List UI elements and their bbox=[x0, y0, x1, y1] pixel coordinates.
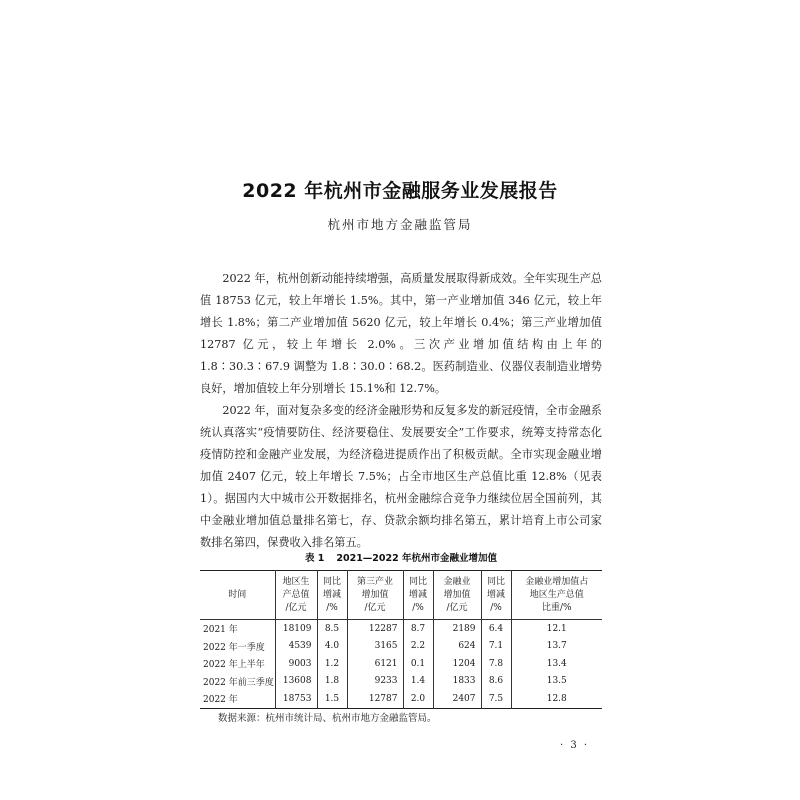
table-cell: 12787 bbox=[347, 690, 403, 708]
table-cell: 2.0 bbox=[403, 690, 433, 708]
table-cell: 3165 bbox=[347, 638, 403, 656]
table-cell: 2022 年上半年 bbox=[200, 655, 275, 673]
page-number: · 3 · bbox=[560, 740, 590, 751]
table-cell: 18109 bbox=[275, 620, 317, 638]
table-header-row bbox=[200, 571, 602, 620]
table-caption bbox=[200, 550, 602, 564]
source-note: 数据来源：杭州市统计局、杭州市地方金融监管局。 bbox=[218, 713, 437, 724]
table-caption-number: 表 1 bbox=[304, 553, 325, 564]
table-header-cell: 同比 增减 /% bbox=[317, 571, 347, 620]
table-cell: 1.2 bbox=[317, 655, 347, 673]
data-table bbox=[200, 570, 602, 709]
author-line: 杭州市地方金融监管局 bbox=[327, 217, 473, 232]
table-header-cell: 同比 增减 /% bbox=[481, 571, 511, 620]
table-cell: 1.8 bbox=[317, 673, 347, 691]
table-row bbox=[200, 655, 602, 673]
paragraph-1: 2022 年，杭州创新动能持续增强，高质量发展取得新成效。全年实现生产总值 18753 亿元，较上年增长 1.5%。其中，第一产业增加值 346 亿元，较上年增长 1.8%；第二产业增加值 5620 亿元，较上年增长 0.4%；第三产业增加值 12787 亿元，较上年增长 2.0%。三次产业增加值结构由上年的 1.8∶30.3∶67.9 调整为 1.8∶30.0∶68.2。医药制造业、仪器仪表制造业增势良好，增加值较上年分别增长 15.1%和 12.7%。 bbox=[200, 272, 602, 395]
table-cell: 8.7 bbox=[403, 620, 433, 638]
table-cell: 13.5 bbox=[511, 673, 602, 691]
table-header-cell: 地区生 产总值 /亿元 bbox=[275, 571, 317, 620]
table-cell: 6121 bbox=[347, 655, 403, 673]
table-cell: 2022 年 bbox=[200, 690, 275, 708]
table-cell: 12.8 bbox=[511, 690, 602, 708]
table-cell: 2189 bbox=[433, 620, 481, 638]
table-cell: 4.0 bbox=[317, 638, 347, 656]
table-cell: 2022 年前三季度 bbox=[200, 673, 275, 691]
paragraph-2: 2022 年，面对复杂多变的经济金融形势和反复多发的新冠疫情，全市金融系统认真落实“疫情要防住、经济要稳住、发展要安全”工作要求，统筹支持常态化疫情防控和金融产业发展，为经济稳进提质作出了积极贡献。全市实现金融业增加值 2407 亿元，较上年增长 7.5%；占全市地区生产总值比重 12.8%（见表 1）。据国内大中城市公开数据排名，杭州金融综合竞争力继续位居全国前列，其中金融业增加值总量排名第七，存、贷款余额均排名第五，累计培育上市公司家数排名第四，保费收入排名第五。 bbox=[200, 404, 602, 549]
table-cell: 7.1 bbox=[481, 638, 511, 656]
table-row bbox=[200, 673, 602, 691]
table-cell: 624 bbox=[433, 638, 481, 656]
table-header-cell: 金融业 增加值 /亿元 bbox=[433, 571, 481, 620]
table-cell: 13.7 bbox=[511, 638, 602, 656]
table-cell: 8.5 bbox=[317, 620, 347, 638]
table-cell: 1.4 bbox=[403, 673, 433, 691]
table-header-cell: 时间 bbox=[200, 571, 275, 620]
table-cell: 12287 bbox=[347, 620, 403, 638]
table-cell: 7.5 bbox=[481, 690, 511, 708]
table-row bbox=[200, 620, 602, 638]
table-cell: 13608 bbox=[275, 673, 317, 691]
table-cell: 18753 bbox=[275, 690, 317, 708]
table-cell: 13.4 bbox=[511, 655, 602, 673]
table-cell: 6.4 bbox=[481, 620, 511, 638]
table-cell: 12.1 bbox=[511, 620, 602, 638]
table-cell: 2021 年 bbox=[200, 620, 275, 638]
table-cell: 9233 bbox=[347, 673, 403, 691]
table-cell: 1204 bbox=[433, 655, 481, 673]
table-cell: 2022 年一季度 bbox=[200, 638, 275, 656]
table-cell: 9003 bbox=[275, 655, 317, 673]
table-cell: 7.8 bbox=[481, 655, 511, 673]
page-title: 2022 年杭州市金融服务业发展报告 bbox=[242, 180, 558, 202]
table-row bbox=[200, 690, 602, 708]
table-caption-title: 2021—2022 年杭州市金融业增加值 bbox=[336, 553, 498, 564]
table-cell: 4539 bbox=[275, 638, 317, 656]
table-cell: 8.6 bbox=[481, 673, 511, 691]
table-cell: 1833 bbox=[433, 673, 481, 691]
table-row bbox=[200, 638, 602, 656]
table-cell: 0.1 bbox=[403, 655, 433, 673]
table-cell: 2407 bbox=[433, 690, 481, 708]
table-cell: 2.2 bbox=[403, 638, 433, 656]
body-text bbox=[200, 268, 602, 554]
table-header-cell: 金融业增加值占 地区生产总值 比重/% bbox=[511, 571, 602, 620]
table-header-cell: 同比 增减 /% bbox=[403, 571, 433, 620]
table-header-cell: 第三产业 增加值 /亿元 bbox=[347, 571, 403, 620]
table-cell: 1.5 bbox=[317, 690, 347, 708]
